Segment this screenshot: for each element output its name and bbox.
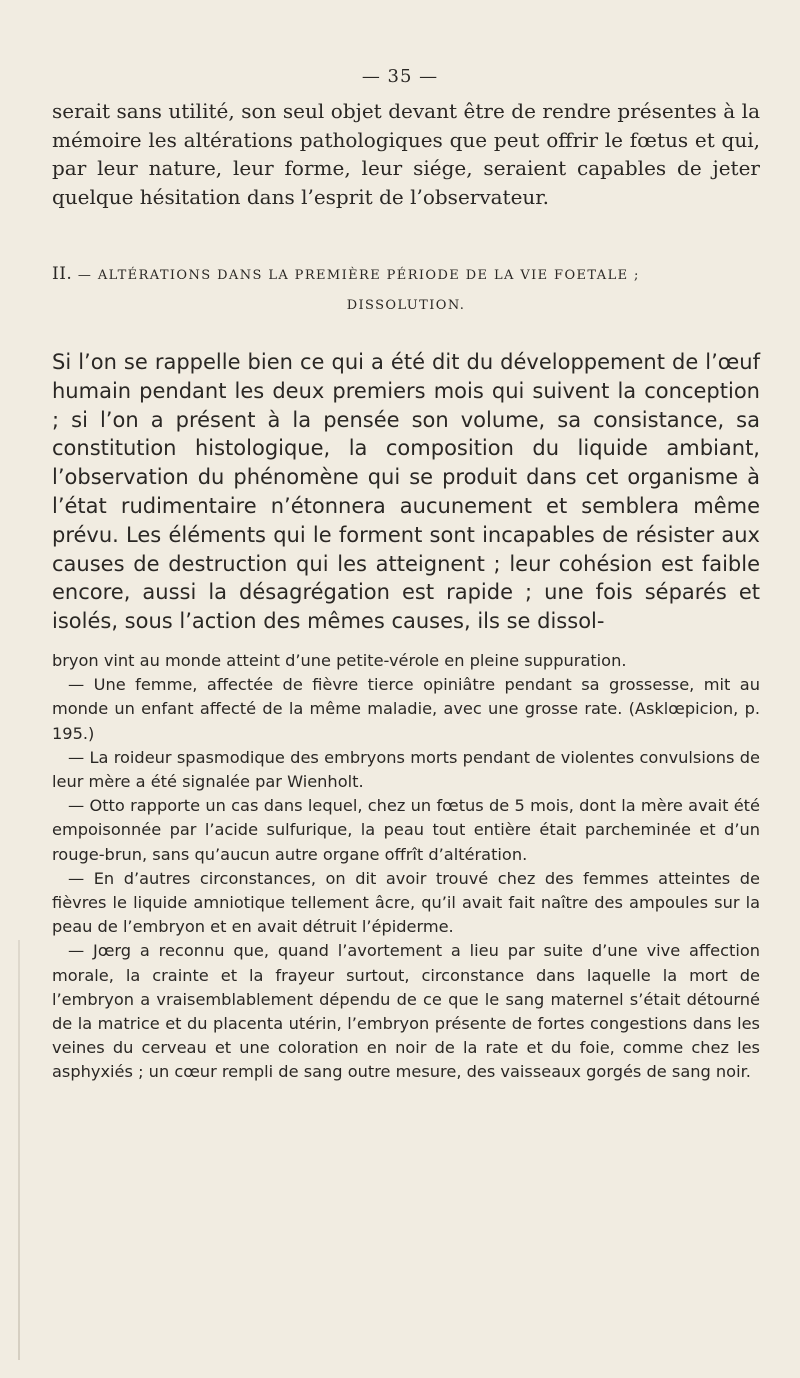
section-title-line2: DISSOLUTION.	[346, 298, 466, 313]
footnote-item: — Une femme, affectée de fièvre tierce opiniâtre pendant sa grossesse, mit au monde un enfant affecté de la même maladie, avec une grosse rate. (Asklœpicion, p. 195.)	[52, 675, 760, 743]
main-body	[52, 348, 760, 636]
footnote-item: — Otto rapporte un cas dans lequel, chez un fœtus de 5 mois, dont la mère avait été empoisonnée par l’acide sulfurique, la peau tout entière était parcheminée et d’un rouge-brun, sans qu’aucun autre organe offrît d’altération.	[52, 796, 760, 864]
intro-paragraph	[52, 97, 760, 211]
section-dash: —	[77, 268, 93, 283]
page-number: — 35 —	[361, 66, 439, 87]
footnote-item: bryon vint au monde atteint d’une petite-vérole en pleine suppuration.	[52, 651, 627, 670]
section-number: II.	[52, 264, 73, 284]
footnotes	[52, 649, 760, 1085]
main-paragraph: Si l’on se rappelle bien ce qui a été dit du développement de l’œuf humain pendant les deux premiers mois qui suivent la conception ; si l’on a présent à la pensée son volume, sa consistance, sa constitution histologique, la composition du liquide ambiant, l’observation du phénomène qui se produit dans cet organisme à l’état rudimentaire n’étonnera aucunement et semblera même prévu. Les éléments qui le forment sont incapables de résister aux causes de destruction qui les atteignent ; leur cohésion est faible encore, aussi la désagrégation est rapide ; une fois séparés et isolés, sous l’action des mêmes causes, ils se dissol-	[52, 350, 760, 634]
footnote-item: — Jœrg a reconnu que, quand l’avortement a lieu par suite d’une vive affection morale, la crainte et la frayeur surtout, circonstance dans laquelle la mort de l’embryon a vraisemblablement dépendu de ce que le sang maternel s’était détourné de la matrice et du placenta utérin, l’embryon présente de fortes congestions dans les veines du cerveau et une coloration en noir de la rate et du foie, comme chez les asphyxiés ; un cœur rempli de sang outre mesure, des vaisseaux gorgés de sang noir.	[52, 941, 760, 1082]
footnote-item: — En d’autres circonstances, on dit avoir trouvé chez des femmes atteintes de fièvres le liquide amniotique tellement âcre, qu’il avait fait naître des ampoules sur la peau de l’embryon et en avait détruit l’épiderme.	[52, 868, 760, 937]
margin-mark	[18, 940, 20, 1360]
section-title-line1: ALTÉRATIONS DANS LA PREMIÈRE PÉRIODE DE LA VIE FOETALE ;	[97, 268, 640, 283]
section-heading	[52, 262, 760, 318]
footnote-item: — La roideur spasmodique des embryons morts pendant de violentes convulsions de leur mère a été signalée par Wienholt.	[52, 747, 760, 792]
intro-text: serait sans utilité, son seul objet devant être de rendre présentes à la mémoire les altérations pathologiques que peut offrir le fœtus et qui, par leur nature, leur forme, leur siége, seraient capables de jeter quelque hésitation dans l’esprit de l’observateur.	[52, 99, 760, 209]
